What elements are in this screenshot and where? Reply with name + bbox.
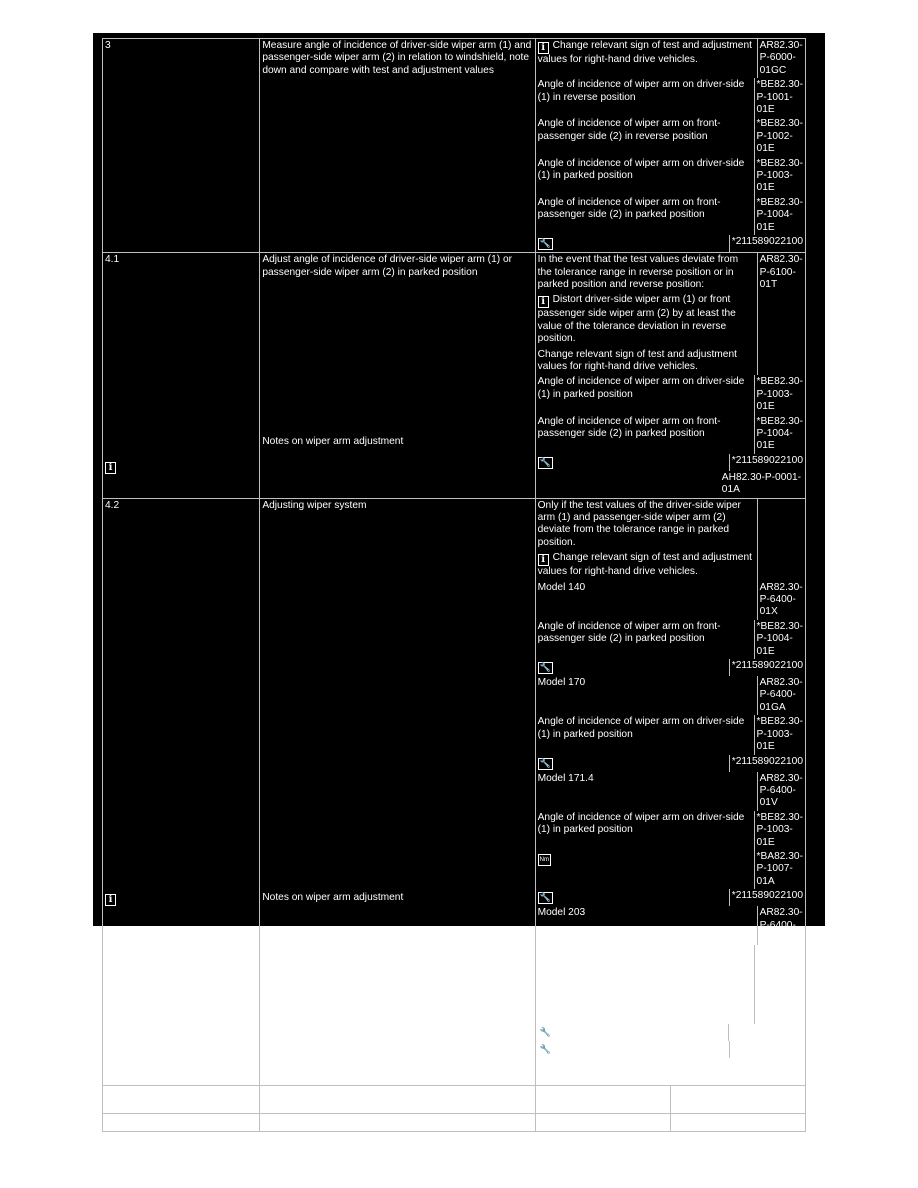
reference-code[interactable]: *BA82.30-P-1007-01A: [756, 850, 803, 887]
detail-row: [536, 1041, 805, 1058]
detail-text: [536, 293, 758, 347]
detail-row: [536, 620, 805, 659]
detail-text-content: Angle of incidence of wiper arm on front-passenger side (2) in reverse position: [537, 118, 721, 142]
table-row: [103, 39, 806, 253]
reference-code[interactable]: AR82.30-P-6400-01X: [759, 581, 803, 618]
detail-text: [536, 676, 758, 715]
reference-code: [758, 551, 805, 580]
detail-text-content: Angle of incidence of wiper arm on driver-side (1) in parked position: [537, 376, 745, 400]
step-action: [260, 253, 535, 499]
special-tool-icon: 🔧: [539, 663, 551, 674]
step-detail: [535, 1114, 670, 1132]
procedure-table: [102, 38, 806, 1132]
step-number: [103, 1114, 260, 1132]
detail-row: [536, 157, 805, 196]
table-row: [103, 1114, 806, 1132]
table-row: [103, 253, 806, 499]
detail-pairs: [536, 39, 805, 252]
notes-ref[interactable]: AH82.30-P-0001-01A: [721, 1058, 802, 1083]
step-action-text: Adjusting wiper system: [262, 499, 367, 511]
reference-code[interactable]: *211589022100: [731, 1041, 803, 1053]
detail-text-content: Angle of incidence of wiper arm on driver-side (1) in parked position: [537, 811, 745, 836]
reference-code: [758, 348, 805, 376]
detail-row: [536, 1024, 805, 1041]
info-icon: i: [538, 1089, 549, 1101]
detail-row: [536, 676, 805, 715]
detail-text: [536, 551, 758, 580]
reference-code[interactable]: *211589022100: [731, 454, 803, 466]
step-number: [103, 498, 260, 1085]
detail-row: [536, 499, 805, 552]
detail-row: [536, 889, 805, 906]
notes-link[interactable]: Notes on wiper arm adjustment: [262, 435, 404, 447]
detail-text: [536, 1041, 730, 1058]
table-row: [103, 498, 806, 1085]
detail-text-content: Angle of incidence of wiper arm on front-passenger side (2) in parked position: [537, 620, 721, 645]
detail-text: [536, 454, 730, 471]
step-number-text: 6: [105, 1115, 111, 1127]
detail-text: [536, 581, 758, 620]
detail-row: [536, 715, 805, 754]
detail-row: [536, 850, 805, 889]
detail-text-content: Model 203: [537, 907, 586, 919]
table-row: [103, 1085, 806, 1113]
step-action-text: Measure angle of incidence of driver-side wiper arm (1) and passenger-side wiper arm (2) in relation to windshield, note down and compare with test and adjustment values: [262, 40, 532, 76]
step-note-text: See Operating Instructions: [537, 1086, 619, 1112]
detail-text: [536, 659, 730, 676]
reference-code[interactable]: AR82.30-P-6400-01P: [759, 907, 803, 943]
info-icon: i: [538, 296, 549, 308]
notes-ref-row: [536, 1058, 805, 1085]
detail-row: [536, 293, 805, 347]
detail-text: [536, 253, 758, 293]
detail-row: [536, 253, 805, 293]
detail-text-content: Angle of incidence of wiper arm on front-passenger side (2) in parked position: [537, 196, 721, 221]
detail-row: [536, 375, 805, 414]
detail-row: [536, 78, 805, 117]
step-details: [535, 253, 805, 499]
detail-text-content: Distort driver-side wiper arm (1) or front passenger side wiper arm (2) by at least the value of the tolerance deviation in reverse position.: [537, 294, 736, 345]
detail-text-content: Angle of incidence of wiper arm on driver-side (1) in reverse position: [537, 79, 745, 103]
step-details: [535, 39, 805, 253]
detail-text: [536, 850, 755, 889]
reference-code[interactable]: *BE82.30-P-1003-01E: [756, 811, 803, 848]
detail-row: [536, 659, 805, 676]
detail-text: [536, 39, 758, 78]
reference-code[interactable]: AR82.30-P-6100-01T: [759, 254, 803, 290]
detail-text: [536, 157, 755, 196]
step-number-text: 5: [105, 1086, 111, 1098]
detail-row: [536, 811, 805, 850]
info-icon: i: [105, 894, 116, 906]
detail-text: [536, 620, 755, 659]
reference-code[interactable]: *BE82.30-P-1003-01E: [756, 946, 803, 983]
torque-icon: Nm: [538, 854, 551, 866]
detail-text-content: Angle of incidence of wiper arm on driver-side (1) in parked position: [537, 716, 745, 740]
detail-text: [536, 78, 755, 117]
step-ref: [670, 1085, 805, 1113]
reference-code: [758, 499, 805, 552]
detail-text: [536, 196, 755, 235]
detail-row: [536, 348, 805, 376]
detail-text: [536, 772, 758, 811]
detail-text: [536, 415, 755, 454]
detail-text-content: Model 170: [537, 677, 586, 689]
detail-text-content: Only if the test values of the driver-side wiper arm (1) and passenger-side wiper arm (2) deviate from the tolerance range in parked position.: [537, 499, 741, 548]
detail-text: [536, 811, 755, 850]
step-ref: [670, 1114, 805, 1132]
step-number-text: 4.1: [105, 254, 120, 266]
step-action-text: Install wiper blades: [262, 1086, 349, 1098]
detail-row: [536, 906, 805, 945]
step-detail: [535, 1085, 670, 1113]
detail-row: [536, 985, 805, 1024]
detail-text: [536, 715, 755, 754]
step-number: [103, 39, 260, 253]
info-icon: i: [105, 462, 116, 474]
step-action-text: Perform wiper system function check: [262, 1115, 429, 1127]
special-tool-icon: 🔧: [539, 1027, 551, 1038]
special-tool-icon: 🔧: [539, 758, 551, 769]
special-tool-icon: 🔧: [539, 239, 551, 250]
step-number-text: 3: [105, 40, 111, 51]
detail-text: [536, 499, 758, 552]
detail-row: [536, 454, 805, 471]
detail-row: [536, 945, 805, 984]
notes-ref[interactable]: AH82.30-P-0001-01A: [721, 471, 802, 496]
reference-code[interactable]: *211589022100: [731, 890, 803, 902]
step-number: [103, 253, 260, 499]
detail-text-content: Change relevant sign of test and adjustment values for right-hand drive vehicles.: [537, 40, 752, 65]
reference-code[interactable]: *BE82.30-P-1003-01E: [756, 376, 803, 413]
special-tool-icon: 🔧: [539, 1044, 551, 1055]
detail-text-content: Angle of incidence of wiper arm on front-passenger side (2) in parked position: [537, 415, 721, 439]
detail-text-content: Change relevant sign of test and adjustment values for right-hand drive vehicles.: [537, 552, 752, 578]
step-number-text: 4.2: [105, 499, 120, 511]
reference-code: [758, 293, 805, 347]
detail-text: [536, 889, 730, 906]
reference-code[interactable]: *BE82.30-P-1003-01E: [756, 716, 803, 753]
step-action: [260, 1114, 535, 1132]
step-action: [260, 498, 535, 1085]
reference-code[interactable]: *BA82.30-P-1007-01A: [756, 985, 803, 1022]
detail-row: [536, 581, 805, 620]
reference-code[interactable]: AR82.30-P-6400-01V: [759, 772, 803, 809]
reference-code[interactable]: *140589023300: [731, 1024, 803, 1036]
detail-pairs: [536, 253, 805, 471]
detail-row: [536, 772, 805, 811]
detail-text: [536, 348, 758, 376]
step-action: [260, 1085, 535, 1113]
step-action-text: Adjust angle of incidence of driver-side wiper arm (1) or passenger-side wiper arm (2) in parked position: [262, 254, 513, 278]
info-icon: i: [538, 42, 549, 54]
reference-code[interactable]: *BE82.30-P-1004-01E: [756, 415, 803, 452]
detail-text-content: Model 171.4: [537, 772, 594, 784]
detail-row: [536, 235, 805, 252]
detail-text: [536, 117, 755, 156]
reference-code[interactable]: *BE82.30-P-1004-01E: [756, 196, 803, 233]
detail-text: [536, 1024, 729, 1041]
reference-code[interactable]: *BE82.30-P-1003-01E: [756, 157, 803, 194]
reference-code[interactable]: *211589022100: [731, 755, 803, 767]
detail-text-content: In the event that the test values deviate from the tolerance range in reverse position or in parked position and reverse position:: [537, 254, 739, 290]
detail-row: [536, 39, 805, 78]
detail-text: [536, 375, 755, 414]
detail-text: [536, 235, 730, 252]
detail-text-content: Angle of incidence of wiper arm on driver-side (1) in parked position: [537, 946, 745, 970]
detail-row: [536, 196, 805, 235]
detail-text: [536, 945, 755, 984]
detail-text-content: Model 140: [537, 581, 586, 593]
reference-code[interactable]: AR82.30-P-6400-01GA: [759, 677, 803, 713]
reference-code[interactable]: *BE82.30-P-1001-01E: [756, 79, 803, 116]
reference-code[interactable]: AR82.30-P-6000-01GC: [759, 40, 803, 76]
torque-icon: Nm: [538, 989, 551, 1001]
step-number: [103, 1085, 260, 1113]
reference-code[interactable]: *BE82.30-P-1002-01E: [756, 118, 803, 155]
detail-row: [536, 117, 805, 156]
special-tool-icon: 🔧: [539, 457, 551, 468]
detail-row: [536, 415, 805, 454]
step-action: [260, 39, 535, 253]
special-tool-icon: 🔧: [539, 893, 551, 904]
detail-text: [536, 906, 758, 945]
detail-text-content: Angle of incidence of wiper arm on driver-side (1) in parked position: [537, 157, 745, 182]
detail-text: [536, 985, 755, 1024]
detail-row: [536, 755, 805, 772]
detail-text-content: Change relevant sign of test and adjustment values for right-hand drive vehicles.: [537, 348, 737, 372]
reference-code[interactable]: *211589022100: [731, 236, 803, 248]
notes-link[interactable]: Notes on wiper arm adjustment: [262, 892, 404, 903]
detail-text: [536, 755, 730, 772]
detail-row: [536, 551, 805, 580]
detail-pairs: [536, 499, 805, 1058]
reference-code[interactable]: *211589022100: [731, 660, 803, 672]
info-icon: i: [538, 554, 549, 566]
notes-ref-row: [536, 471, 805, 498]
step-details: [535, 498, 805, 1085]
reference-code[interactable]: *BE82.30-P-1004-01E: [756, 620, 803, 657]
